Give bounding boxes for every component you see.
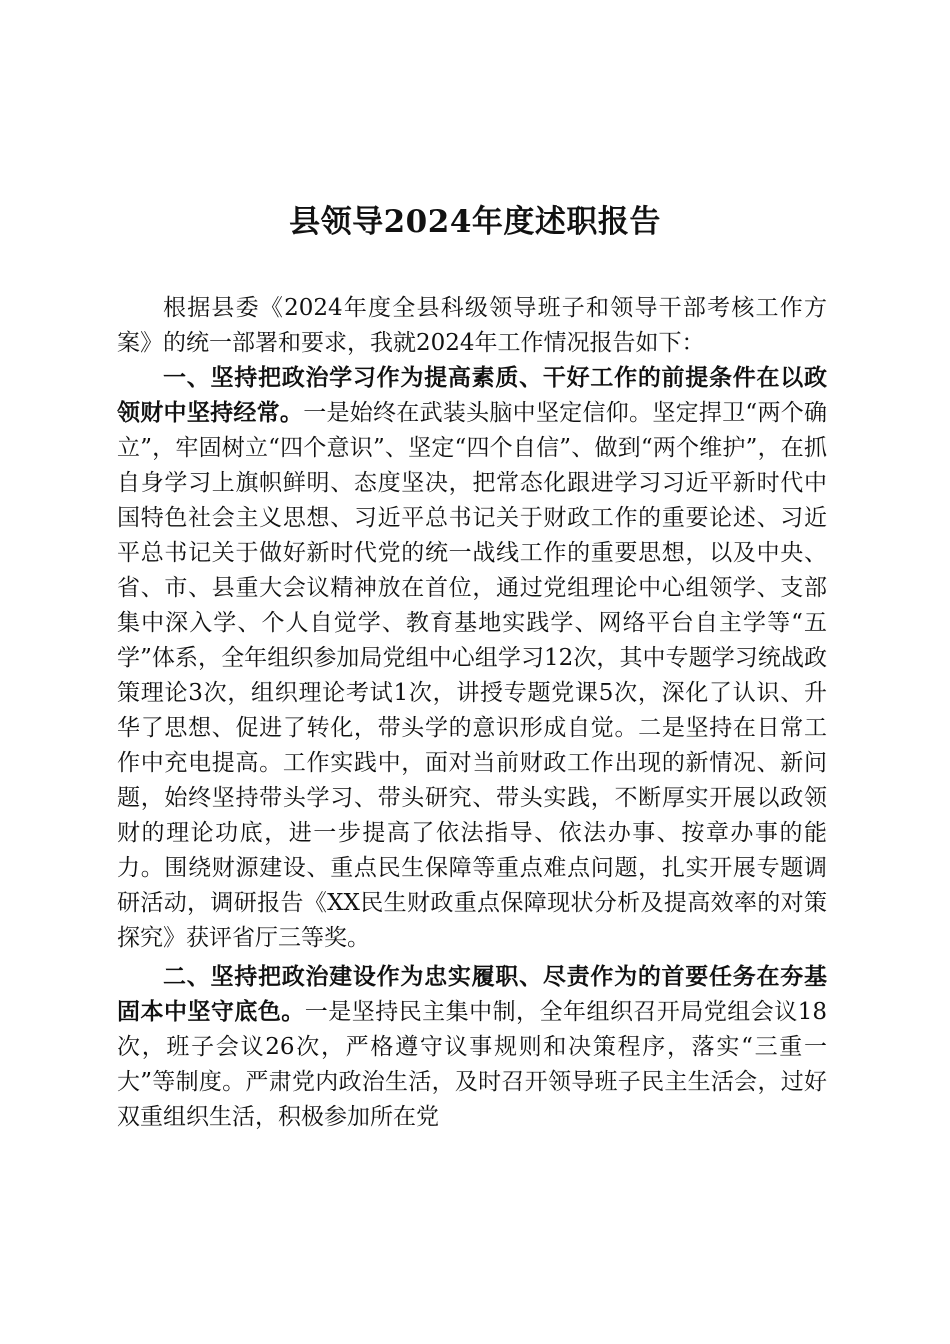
section-2-body: 一是坚持民主集中制，全年组织召开局党组会议18次，班子会议26次，严格遵守议事规则和决策程序，落实“三重一大”等制度。严肃党内政治生活，及时召开领导班子民主生活会，过好双重组织生活，积极参加所在党 bbox=[117, 999, 827, 1130]
section-2-paragraph bbox=[117, 960, 827, 1135]
document-body bbox=[117, 291, 827, 1135]
section-1-body: 一是始终在武装头脑中坚定信仰。坚定捍卫“两个确立”，牢固树立“四个意识”、坚定“四个自信”、做到“两个维护”，在抓自身学习上旗帜鲜明、态度坚决，把常态化跟进学习习近平新时代中国特色社会主义思想、习近平总书记关于财政工作的重要论述、习近平总书记关于做好新时代党的统一战线工作的重要思想，以及中央、省、市、县重大会议精神放在首位，通过党组理论中心组领学、支部集中深入学、个人自觉学、教育基地实践学、网络平台自主学等“五学”体系，全年组织参加局党组中心组学习12次，其中专题学习统战政策理论3次，组织理论考试1次，讲授专题党课5次，深化了认识、升华了思想、促进了转化，带头学的意识形成自觉。二是坚持在日常工作中充电提高。工作实践中，面对当前财政工作出现的新情况、新问题，始终坚持带头学习、带头研究、带头实践，不断厚实开展以政领财的理论功底，进一步提高了依法指导、依法办事、按章办事的能力。围绕财源建设、重点民生保障等重点难点问题，扎实开展专题调研活动，调研报告《XX民生财政重点保障现状分析及提高效率的对策探究》获评省厅三等奖。 bbox=[117, 400, 827, 951]
section-2-heading: 二、坚持把政治建设作为忠实履职、尽责作为的首要任务在夯基固本中坚守底色。 bbox=[117, 964, 827, 1025]
section-1-heading: 一、坚持把政治学习作为提高素质、干好工作的前提条件在以政领财中坚持经常。 bbox=[117, 365, 827, 426]
intro-paragraph: 根据县委《2024年度全县科级领导班子和领导干部考核工作方案》的统一部署和要求，我就2024年工作情况报告如下： bbox=[117, 295, 827, 356]
section-1-paragraph bbox=[117, 361, 827, 956]
document-title: 县领导2024年度述职报告 bbox=[289, 204, 661, 240]
